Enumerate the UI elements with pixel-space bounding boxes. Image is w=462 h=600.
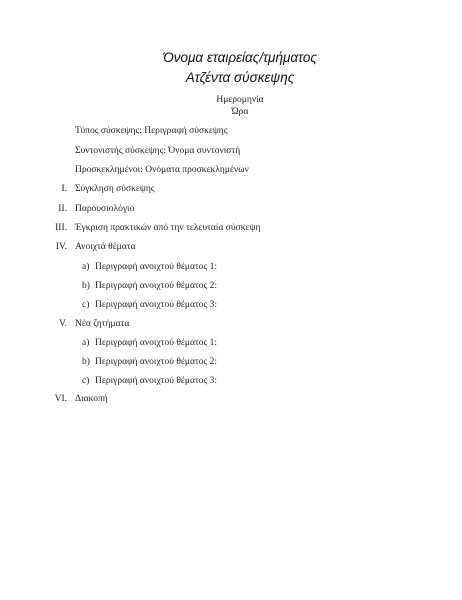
agenda-item-text: Ανοιχτά θέματα bbox=[75, 242, 136, 252]
agenda-item-number: VI. bbox=[54, 394, 67, 404]
subitem-text: Περιγραφή ανοιχτού θέματος 2: bbox=[95, 357, 218, 367]
subitem-letter: b) bbox=[82, 357, 90, 367]
subitem-text: Περιγραφή ανοιχτού θέματος 2: bbox=[95, 281, 218, 291]
subitem-text: Περιγραφή ανοιχτού θέματος 1: bbox=[95, 338, 218, 348]
subitem-letter: c) bbox=[82, 376, 90, 386]
agenda-item-number: V. bbox=[58, 319, 67, 329]
meeting-time: Ώρα bbox=[231, 107, 249, 117]
agenda-item-text: Νέα ζητήματα bbox=[75, 319, 130, 329]
meeting-invitees: Προσκεκλημένοι: Ονόματα προσκεκλημένων bbox=[75, 165, 249, 175]
agenda-item-number: III. bbox=[55, 223, 67, 233]
agenda-item-number: I. bbox=[61, 184, 67, 194]
subitem-text: Περιγραφή ανοιχτού θέματος 1: bbox=[95, 262, 218, 272]
subitem-letter: b) bbox=[82, 281, 90, 291]
subitem-letter: c) bbox=[82, 300, 90, 310]
meeting-coordinator: Συντονιστής σύσκεψης: Όνομα συντονιστή bbox=[75, 146, 241, 156]
meeting-type: Τύπος σύσκεψης: Περιγραφή σύσκεψης bbox=[75, 126, 228, 136]
agenda-item-number: II. bbox=[58, 204, 67, 214]
meeting-date: Ημερομηνία bbox=[216, 95, 264, 105]
agenda-item-number: IV. bbox=[55, 242, 67, 252]
agenda-item-text: Σύγκληση σύσκεψης bbox=[75, 184, 155, 194]
document-header bbox=[0, 48, 462, 118]
subitem-text: Περιγραφή ανοιχτού θέματος 3: bbox=[95, 300, 218, 310]
agenda-item-text: Διακοπή bbox=[75, 394, 108, 404]
subitem-text: Περιγραφή ανοιχτού θέματος 3: bbox=[95, 376, 218, 386]
subitem-letter: a) bbox=[82, 262, 90, 272]
subitem-letter: a) bbox=[82, 338, 90, 348]
company-name: Όνομα εταιρείας/τμήματος bbox=[163, 50, 317, 65]
agenda-title: Ατζέντα σύσκεψης bbox=[185, 70, 295, 85]
agenda-item-text: Έγκριση πρακτικών από την τελευταία σύσκεψη bbox=[75, 223, 261, 233]
agenda-item-text: Παρουσιολόγιο bbox=[75, 204, 135, 214]
